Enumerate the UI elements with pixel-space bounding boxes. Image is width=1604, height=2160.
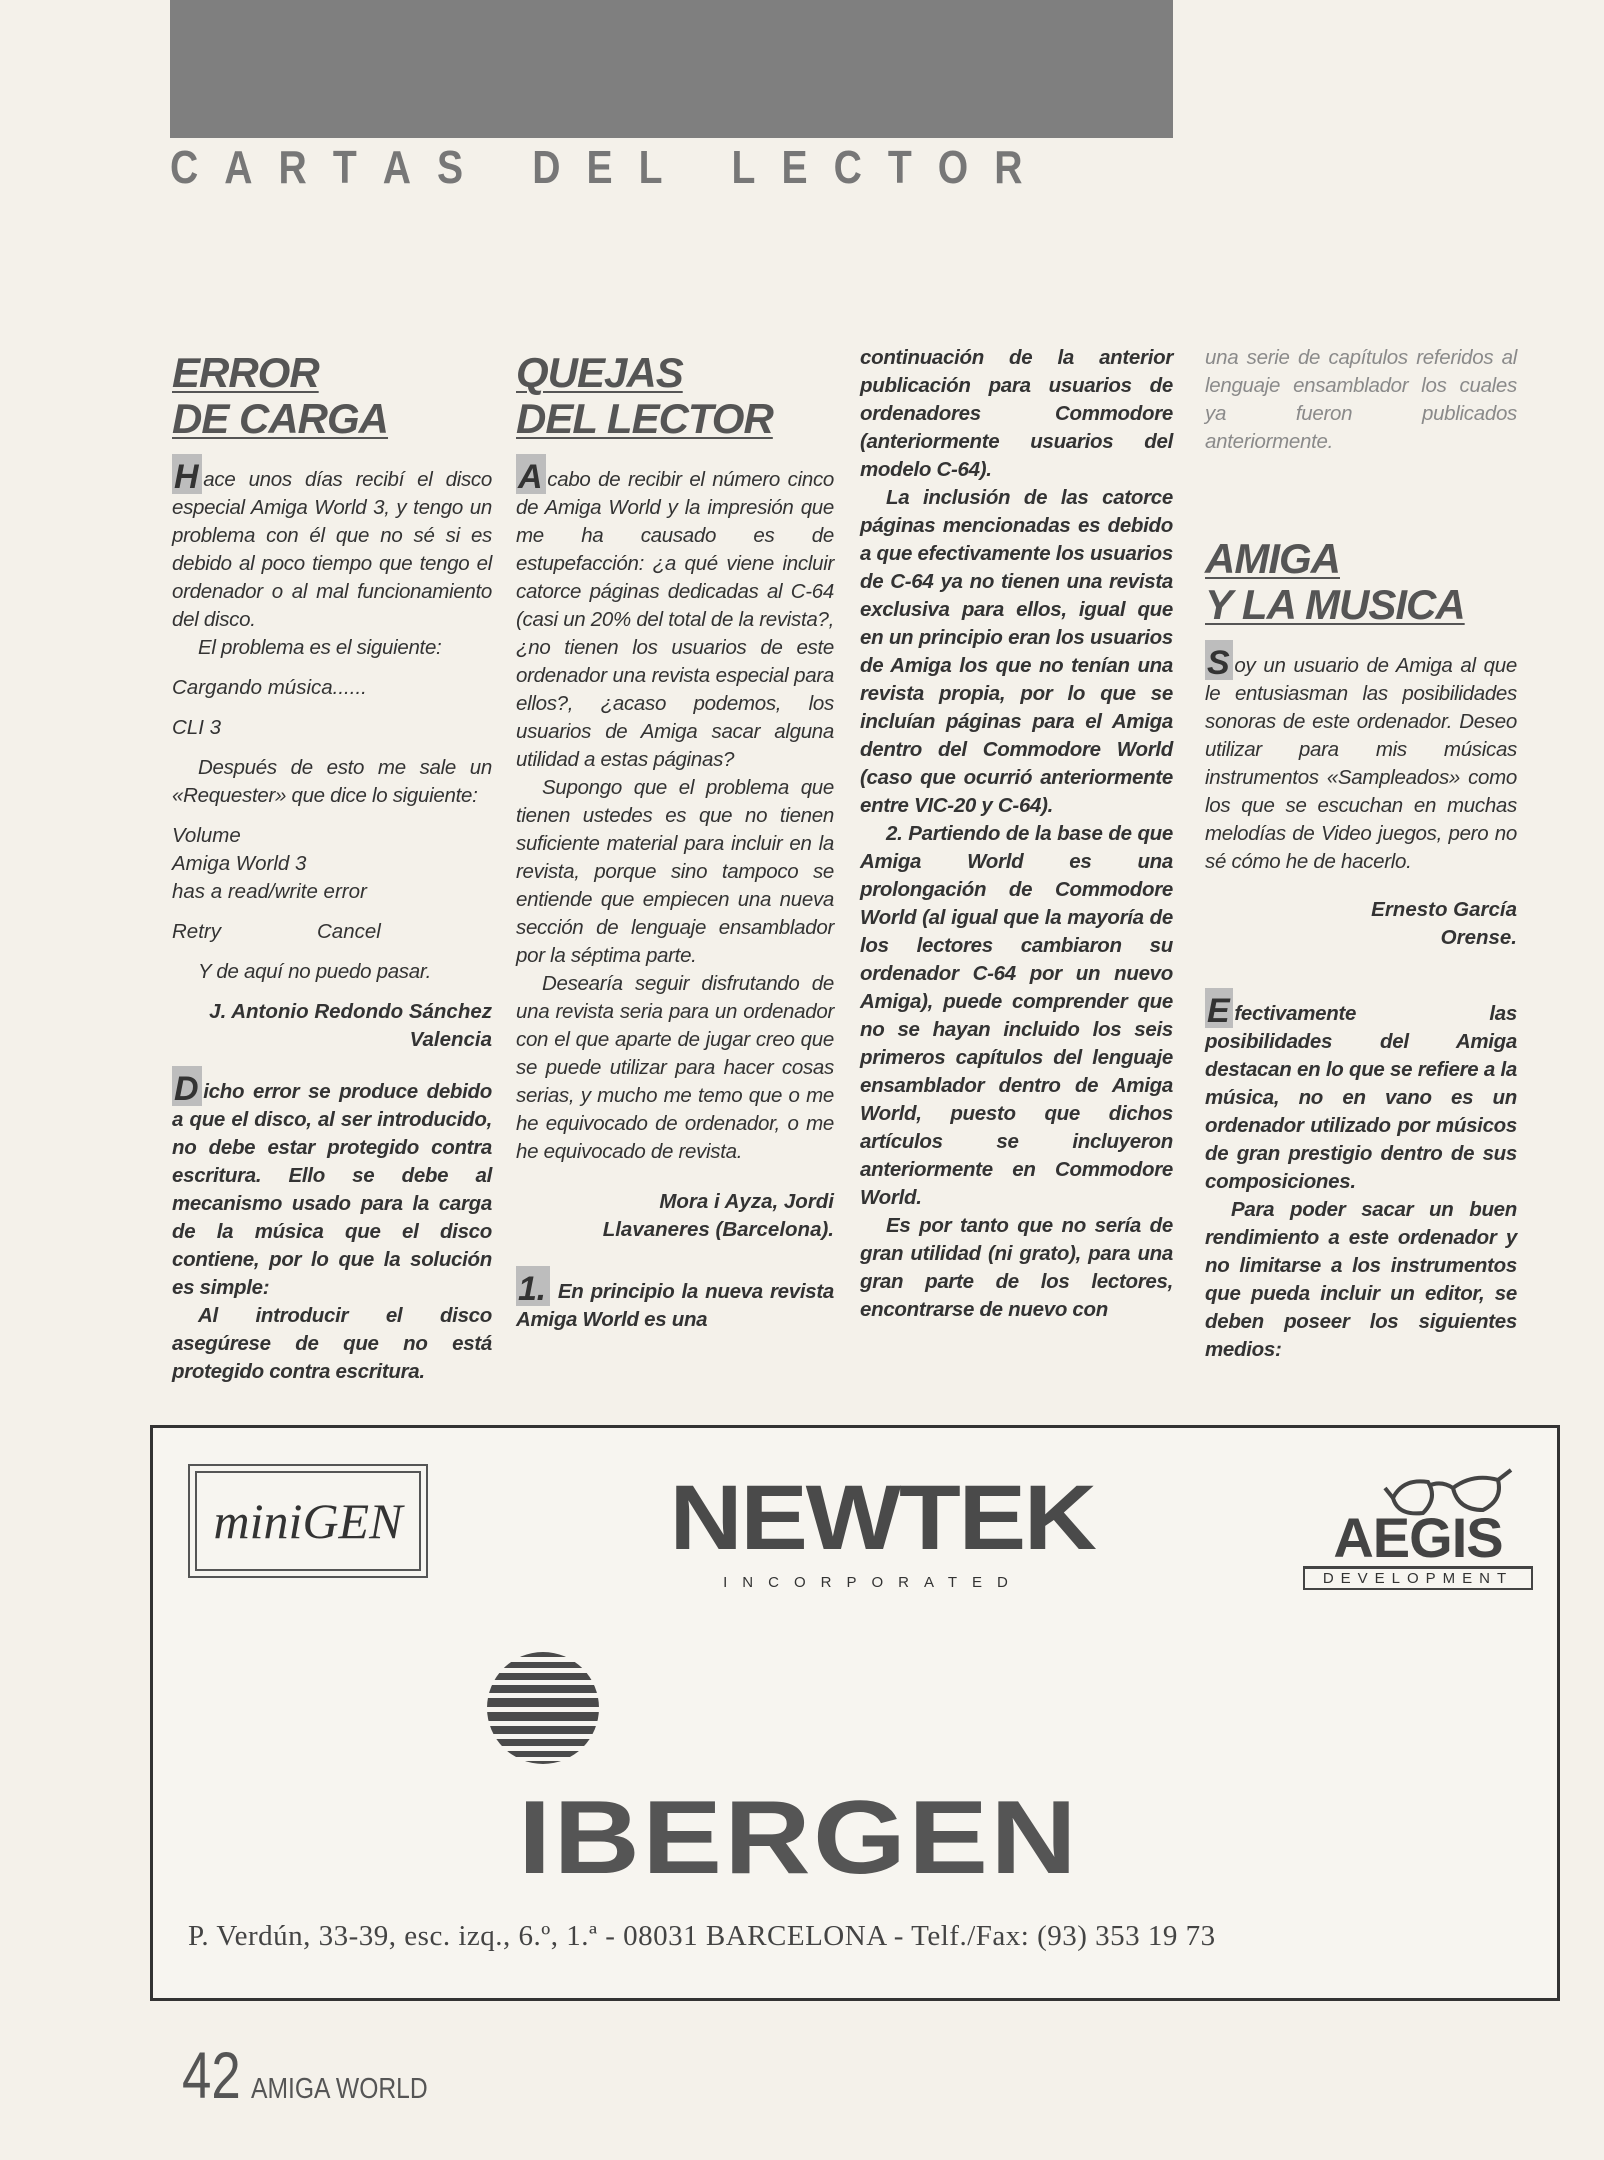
headline-amiga-y-la-musica: AMIGA Y LA MUSICA: [1205, 535, 1465, 628]
signature: Ernesto García: [1371, 898, 1517, 921]
drop-cap: 1.: [516, 1266, 550, 1306]
minigen-logo: miniGEN: [188, 1464, 428, 1578]
title-letter: E: [586, 141, 613, 193]
title-letter: E: [781, 141, 808, 193]
reply-paragraph: 1. En principio la nueva revista Amiga World es una: [516, 1266, 834, 1334]
requester-text: Amiga World 3: [172, 852, 307, 875]
headline-quejas-del-lector: QUEJAS DEL LECTOR: [516, 349, 773, 442]
requester-buttons: Retry Cancel: [172, 920, 381, 943]
page-footer: [182, 2040, 459, 2110]
letter-paragraph: Después de esto me sale un «Requester» que dice lo siguiente:: [172, 756, 492, 807]
column-2: [516, 340, 834, 1334]
letter-paragraph: Desearía seguir disfrutando de una revista seria para un ordenador con el que aparte de jugar creo que se puede utilizar para hacer cosas serias, y mucho me temo que o me he equivocado de ordenador, o me he equivocado de revista.: [516, 972, 834, 1163]
newtek-logo: [669, 1467, 1095, 1591]
ibergen-wordmark: IBERGEN: [518, 1780, 1080, 1896]
section-title: [170, 140, 1023, 194]
aegis-wordmark: AEGIS: [1333, 1506, 1503, 1569]
title-letter: C: [170, 141, 199, 193]
title-letter: R: [994, 141, 1023, 193]
column-3: [860, 344, 1173, 1324]
letter-paragraph: CLI 3: [172, 716, 221, 739]
ibergen-globe-icon: [483, 1648, 603, 1768]
aegis-logo: [1303, 1468, 1533, 1590]
title-letter: L: [731, 141, 756, 193]
drop-cap: A: [516, 454, 546, 494]
signature: J. Antonio Redondo Sánchez: [209, 1000, 492, 1023]
signature: Mora i Ayza, Jordi: [659, 1190, 834, 1213]
reply-paragraph: La inclusión de las catorce páginas mencionadas es debido a que efectivamente los usuarios de C-64 ya no tienen una revista exclusiva para ellos, igual que en un principio eran los usuarios de Amiga los que no tenían una revista propia, por lo que se incluían páginas para el Amiga dentro del Commodore World (caso que ocurrió anteriormente entre VIC-20 y C-64).: [860, 486, 1173, 817]
reply-paragraph: Es por tanto que no sería de gran utilidad (ni grato), para una gran parte de los lectores, encontrarse de nuevo con: [860, 1214, 1173, 1321]
letter-paragraph: A cabo de recibir el número cinco de Amiga World y la impresión que me ha causado es de estupefacción: ¿a qué viene incluir catorce páginas dedicadas al C-64 (casi un 20% del total de la revista?, ¿no tienen los usuarios de este ordenador una revista especial para ellos?, ¿acaso podemos, los usuarios de Amiga sacar alguna utilidad a estas páginas?: [516, 454, 834, 774]
title-letter: A: [382, 141, 412, 193]
headline-error-de-carga: ERROR DE CARGA: [172, 349, 389, 442]
letter-paragraph: El problema es el siguiente:: [198, 636, 442, 659]
ibergen-address: P. Verdún, 33-39, esc. izq., 6.º, 1.ª - 08031 BARCELONA - Telf./Fax: (93) 353 19 73: [188, 1920, 1216, 1952]
reply-paragraph: Al introducir el disco asegúrese de que no está protegido contra escritura.: [172, 1304, 492, 1383]
magazine-name: AMIGA WORLD: [251, 2073, 429, 2105]
title-letter: T: [887, 141, 912, 193]
drop-cap: D: [172, 1066, 202, 1106]
drop-cap: S: [1205, 640, 1233, 680]
letter-paragraph: Cargando música......: [172, 676, 367, 699]
column-4: [1205, 344, 1517, 1364]
title-space: [689, 140, 706, 194]
requester-text: Volume: [172, 824, 241, 847]
reply-paragraph: Para poder sacar un buen rendimiento a este ordenador y no limitarse a los instrumentos que pueda incluir un editor, se deben poseer los siguientes medios:: [1205, 1198, 1517, 1361]
title-letter: L: [638, 141, 663, 193]
newtek-subtitle: INCORPORATED: [723, 1574, 1023, 1591]
page-number: 42: [182, 2038, 241, 2112]
drop-cap: H: [172, 454, 202, 494]
title-letter: D: [532, 141, 561, 193]
header-bar: [170, 0, 1173, 138]
signature: Llavaneres (Barcelona).: [602, 1218, 834, 1241]
letter-paragraph: Supongo que el problema que tienen ustedes es que no tienen suficiente material para incluir en la revista, porque sino tampoco se entiende que empiecen una nueva sección de lenguaje ensamblador por la séptima parte.: [516, 776, 834, 967]
column-1: [172, 340, 492, 1386]
reply-paragraph: D icho error se produce debido a que el disco, al ser introducido, no debe estar protegido contra escritura. Ello se debe al mecanismo usado para la carga de la música que el disco contiene, por lo que la solución es simple:: [172, 1066, 492, 1302]
reply-paragraph: 2. Partiendo de la base de que Amiga World es una prolongación de Commodore World (al igual que la mayoría de los lectores cambiaron su ordenador C-64 por un nuevo Amiga), puede comprender que no se hayan incluido los seis primeros capítulos del lenguaje ensamblador dentro de Amiga World, puesto que dichos artículos se incluyeron anteriormente en Commodore World.: [860, 822, 1173, 1209]
requester-text: has a read/write error: [172, 880, 367, 903]
letter-paragraph: S oy un usuario de Amiga al que le entusiasman las posibilidades sonoras de este ordenador. Deseo utilizar para mis músicas instrumentos «Sampleados» como los que se escuchan en muchas melodías de Video juegos, pero no sé cómo he de hacerlo.: [1205, 640, 1517, 876]
title-letter: S: [437, 141, 464, 193]
title-letter: A: [224, 141, 253, 193]
ibergen-advertisement: [150, 1425, 1560, 2001]
reply-paragraph: continuación de la anterior publicación para usuarios de ordenadores Commodore (anteriormente usuarios del modelo C-64).: [860, 346, 1173, 481]
title-letter: R: [278, 141, 307, 193]
drop-cap: E: [1205, 988, 1233, 1028]
signature: Valencia: [409, 1028, 492, 1051]
newtek-wordmark: NEWTEK: [669, 1467, 1095, 1569]
aegis-subtitle: DEVELOPMENT: [1303, 1566, 1533, 1590]
title-space: [489, 140, 506, 194]
reply-paragraph: una serie de capítulos referidos al lenguaje ensamblador los cuales ya fueron publicados anteriormente.: [1205, 346, 1517, 453]
glasses-icon: [1383, 1468, 1513, 1528]
signature: Orense.: [1440, 926, 1517, 949]
title-letter: T: [332, 141, 357, 193]
letter-paragraph: H ace unos días recibí el disco especial Amiga World 3, y tengo un problema con él que no sé si es debido al poco tiempo que tengo el ordenador o al mal funcionamiento del disco.: [172, 454, 492, 634]
title-letter: C: [833, 141, 862, 193]
reply-paragraph: E fectivamente las posibilidades del Amiga destacan en lo que se refiere a la música, no en vano es un ordenador utilizado por músicos de gran prestigio dentro de sus composiciones.: [1205, 988, 1517, 1196]
title-letter: O: [937, 141, 969, 193]
letter-paragraph: Y de aquí no puedo pasar.: [198, 960, 432, 983]
